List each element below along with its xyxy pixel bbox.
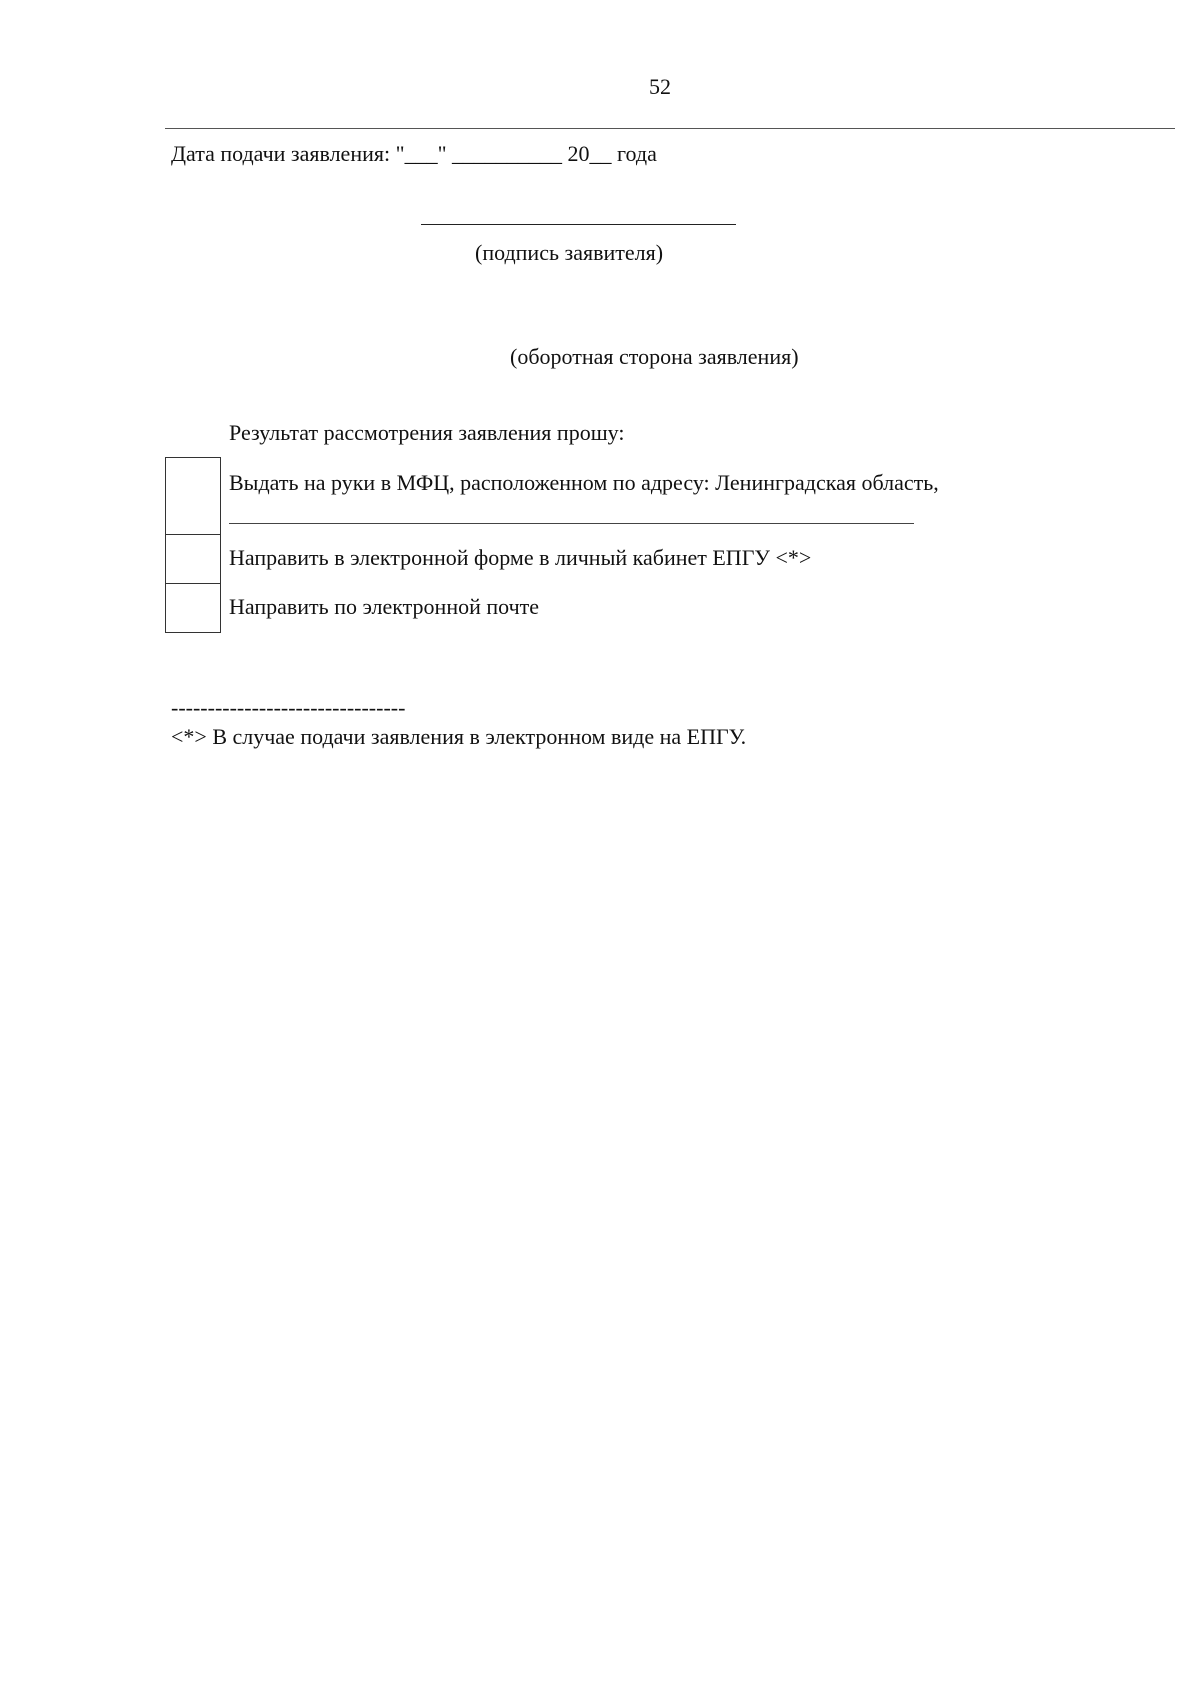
submission-date-line: Дата подачи заявления: "___" __________ 20__ года: [171, 141, 657, 166]
checkbox-mfc[interactable]: [165, 457, 221, 535]
signature-caption: (подпись заявителя): [475, 240, 664, 265]
option-label-email: Направить по электронной почте: [229, 594, 540, 619]
checkbox-email[interactable]: [165, 583, 221, 633]
option-row-email: [165, 583, 925, 633]
reverse-side-caption: (оборотная сторона заявления): [510, 344, 799, 369]
result-heading: Результат рассмотрения заявления прошу:: [229, 420, 625, 445]
footnote-separator: --------------------------------: [171, 695, 406, 720]
option-row-mfc: [165, 457, 939, 534]
option-label-epgu: Направить в электронной форме в личный кабинет ЕПГУ <*>: [229, 545, 812, 570]
option-row-epgu: [165, 534, 925, 583]
option-label-mfc: Выдать на руки в МФЦ, расположенном по адресу: Ленинградская область,: [229, 470, 939, 495]
checkbox-epgu[interactable]: [165, 534, 221, 584]
page-number: 52: [649, 74, 671, 99]
address-fill-line[interactable]: [229, 523, 914, 524]
signature-line: [421, 224, 736, 225]
header-rule: [165, 128, 1175, 129]
result-options-table: [165, 457, 939, 633]
footnote-text: <*> В случае подачи заявления в электронном виде на ЕПГУ.: [171, 724, 747, 749]
